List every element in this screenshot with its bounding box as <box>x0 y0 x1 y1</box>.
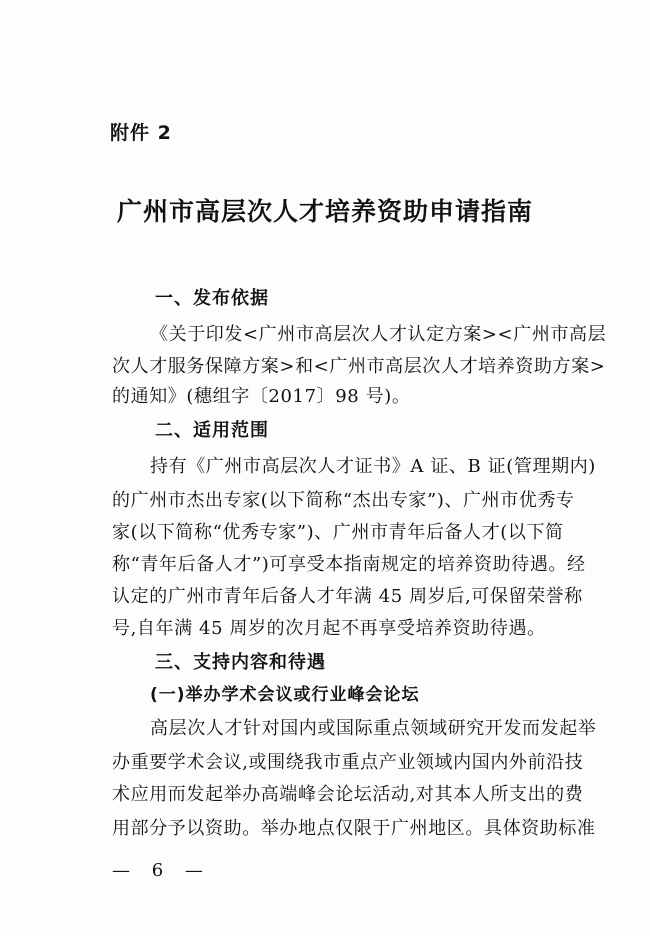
paragraph-line: 次人才服务保障方案>和<广州市高层次人才培养资助方案> <box>112 356 606 377</box>
paragraph-line: 的通知》(穗组字〔2017〕98 号)。 <box>112 386 411 407</box>
paragraph-line: 办重要学术会议,或围绕我市重点产业领域内国内外前沿技 <box>112 752 584 773</box>
attachment-label: 附件 2 <box>110 122 172 144</box>
subsection-heading: (一)举办学术会议或行业峰会论坛 <box>150 685 420 705</box>
paragraph-line: 持有《广州市高层次人才证书》A 证、B 证(管理期内) <box>150 456 596 477</box>
document-title: 广州市高层次人才培养资助申请指南 <box>116 197 533 226</box>
section-heading-scope: 二、适用范围 <box>155 420 269 441</box>
paragraph-line: 的广州市杰出专家(以下简称“杰出专家”)、广州市优秀专 <box>112 490 575 511</box>
paragraph-line: 认定的广州市青年后备人才年满 45 周岁后,可保留荣誉称 <box>112 586 583 607</box>
paragraph-line: 高层次人才针对国内或国际重点领域研究开发而发起举 <box>150 718 597 739</box>
section-heading-support: 三、支持内容和待遇 <box>155 652 326 673</box>
paragraph-line: 术应用而发起举办高端峰会论坛活动,对其本人所支出的费 <box>112 784 584 805</box>
paragraph-line: 用部分予以资助。举办地点仅限于广州地区。具体资助标准 <box>112 818 596 839</box>
paragraph-line: 《关于印发<广州市高层次人才认定方案><广州市高层 <box>150 324 607 345</box>
page-number: — 6 — <box>112 860 211 881</box>
paragraph-line: 号,自年满 45 周岁的次月起不再享受培养资助待遇。 <box>112 618 546 639</box>
section-heading-basis: 一、发布依据 <box>155 288 269 309</box>
paragraph-line: 家(以下简称“优秀专家”)、广州市青年后备人才(以下简 <box>112 522 564 543</box>
paragraph-line: 称“青年后备人才”)可享受本指南规定的培养资助待遇。经 <box>112 554 586 575</box>
